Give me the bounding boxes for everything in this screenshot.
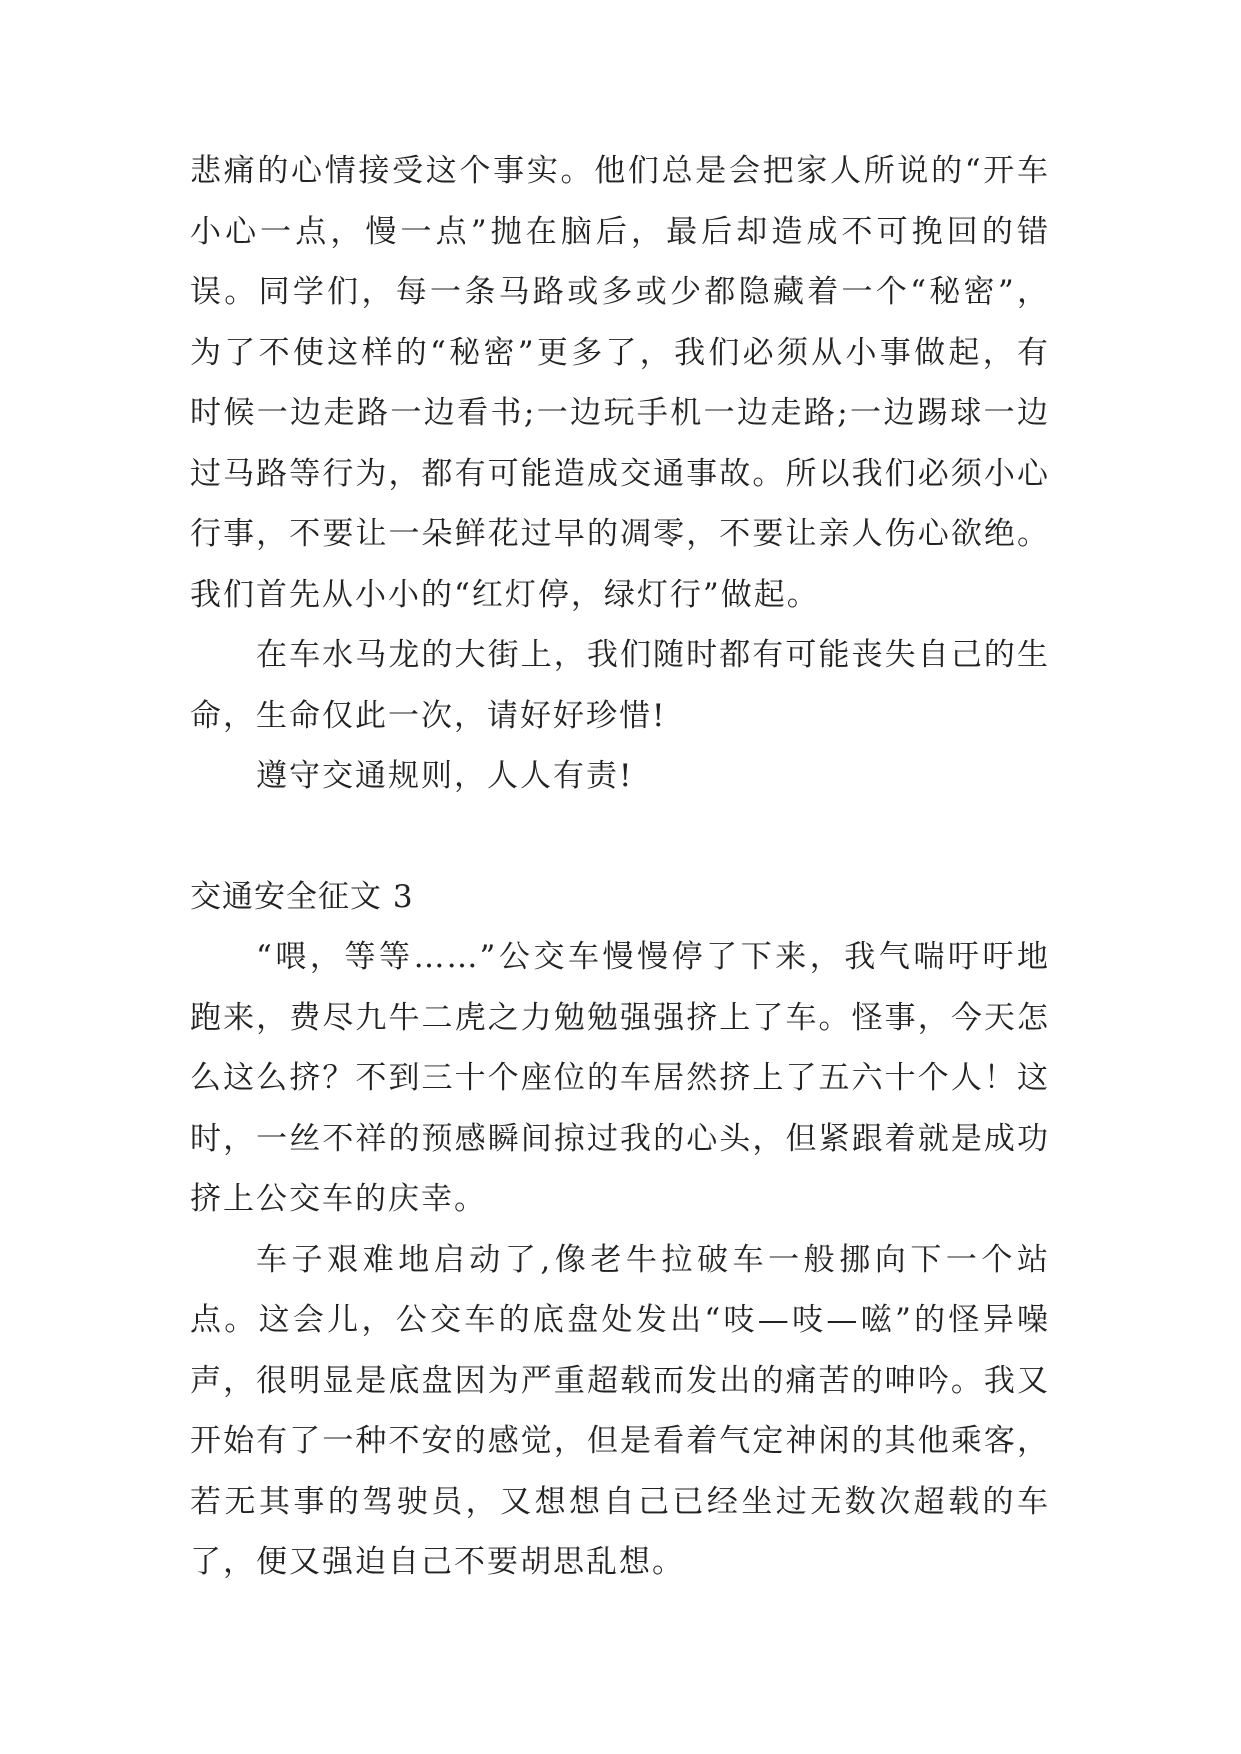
- section-title: 交通安全征文 3: [190, 878, 414, 915]
- document-page: [190, 141, 1050, 1593]
- continued-paragraph: 悲痛的心情接受这个事实。他们总是会把家人所说的“开车小心一点，慢一点”抛在脑后，最后却造成不可挽回的错误。同学们，每一条马路或多或少都隐藏着一个“秘密”，为了不使这样的“秘密”更多了，我们必须从小事做起，有时候一边走路一边看书;一边玩手机一边走路;一边踢球一边过马路等行为，都有可能造成交通事故。所以我们必须小心行事，不要让一朵鲜花过早的凋零，不要让亲人伤心欲绝。我们首先从小小的“红灯停，绿灯行”做起。: [190, 153, 1050, 613]
- paragraph-obey-rules: 遵守交通规则，人人有责!: [256, 758, 634, 794]
- paragraph-cherish-life: 在车水马龙的大街上，我们随时都有可能丧失自己的生命，生命仅此一次，请好好珍惜!: [190, 637, 1050, 734]
- section-paragraph-bus-overload: 车子艰难地启动了,像老牛拉破车一般挪向下一个站点。这会儿，公交车的底盘处发出“吱—吱—嗞”的怪异噪声，很明显是底盘因为严重超载而发出的痛苦的呻吟。我又开始有了一种不安的感觉，但是看着气定神闲的其他乘客，若无其事的驾驶员，又想想自己已经坐过无数次超载的车了，便又强迫自己不要胡思乱想。: [190, 1241, 1050, 1580]
- section-paragraph-bus-boarding: “喂，等等……”公交车慢慢停了下来，我气喘吁吁地跑来，费尽九牛二虎之力勉勉强强挤上了车。怪事，今天怎么这么挤？不到三十个座位的车居然挤上了五六十个人！这时，一丝不祥的预感瞬间掠过我的心头，但紧跟着就是成功挤上公交车的庆幸。: [190, 939, 1050, 1217]
